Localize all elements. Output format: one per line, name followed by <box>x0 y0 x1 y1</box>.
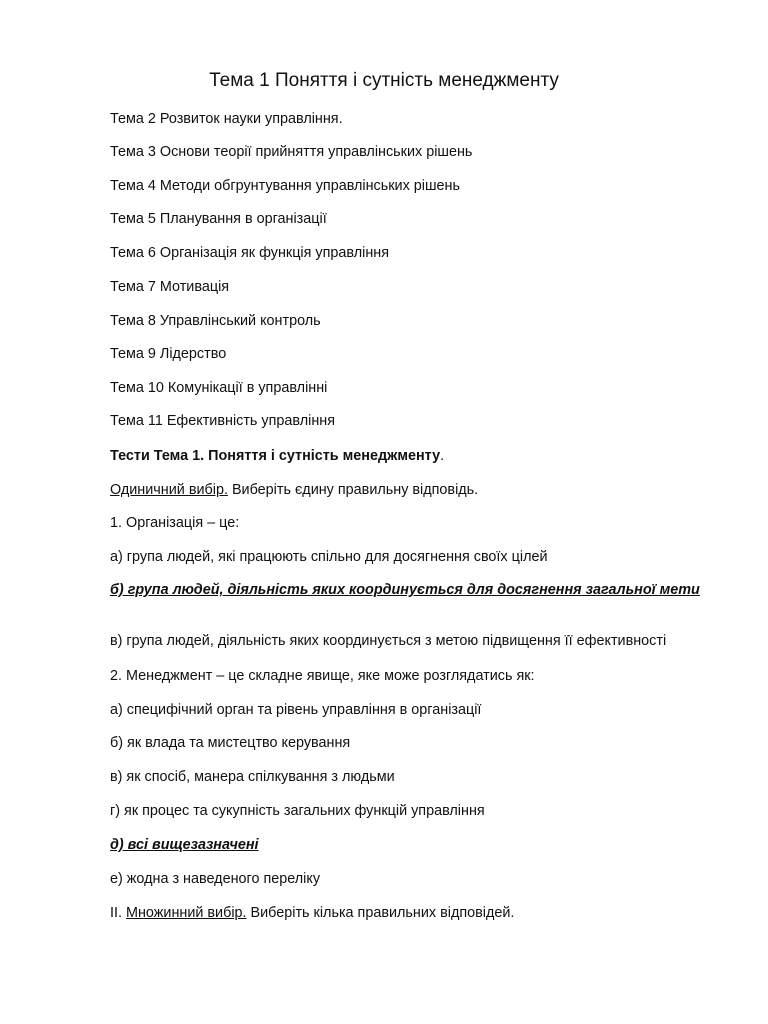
tests-heading-tail: . <box>440 448 445 464</box>
q1-answer-b-correct <box>110 582 710 599</box>
question-2: 2. Менеджмент – це складне явище, яке може розглядатись як: <box>110 668 535 684</box>
q2-answer-d: г) як процес та сукупність загальних функцій управління <box>110 803 485 819</box>
page-title: Тема 1 Поняття і сутність менеджменту <box>209 70 559 91</box>
topic-7: Тема 7 Мотивація <box>110 279 230 295</box>
topic-10: Тема 10 Комунікації в управлінні <box>110 380 328 396</box>
q2-answer-c: в) як спосіб, манера спілкування з людьми <box>110 769 395 785</box>
topic-4: Тема 4 Методи обгрунтування управлінських рішень <box>110 178 460 194</box>
q2-answer-a: а) специфічний орган та рівень управління в організації <box>110 702 482 718</box>
single-choice-label: Одиничний вибір. <box>110 482 228 498</box>
single-choice-instruction <box>110 481 478 499</box>
multiple-choice-text: Виберіть кілька правильних відповідей. <box>246 905 515 921</box>
tests-heading-bold: Тести Тема 1. Поняття і сутність менеджменту <box>110 448 441 464</box>
q1-answer-a: а) група людей, які працюють спільно для досягнення своїх цілей <box>110 549 548 565</box>
topic-8: Тема 8 Управлінський контроль <box>110 313 321 329</box>
q2-answer-f: е) жодна з наведеного переліку <box>110 871 321 887</box>
topic-6: Тема 6 Організація як функція управління <box>110 245 390 261</box>
topic-11: Тема 11 Ефективність управління <box>110 413 336 429</box>
question-1: 1. Організація – це: <box>110 515 240 531</box>
multiple-choice-instruction <box>110 904 514 922</box>
topic-5: Тема 5 Планування в організації <box>110 211 327 227</box>
topic-3: Тема 3 Основи теорії прийняття управлінських рішень <box>110 144 473 160</box>
single-choice-text: Виберіть єдину правильну відповідь. <box>227 482 479 498</box>
q2-answer-b: б) як влада та мистецтво керування <box>110 735 351 751</box>
q2-answer-e-correct <box>110 836 259 854</box>
q1-answer-b-text: б) група людей, діяльність яких координується для досягнення загальної мети <box>110 582 700 598</box>
multiple-choice-prefix: ІІ. <box>110 905 126 921</box>
tests-heading <box>110 447 444 465</box>
multiple-choice-label: Множинний вибір. <box>126 905 247 921</box>
topic-2: Тема 2 Розвиток науки управління. <box>110 111 343 127</box>
q2-answer-e-text: д) всі вищезазначені <box>110 837 259 853</box>
q1-answer-c: в) група людей, діяльність яких координується з метою підвищення її ефективності <box>110 633 667 649</box>
topic-9: Тема 9 Лідерство <box>110 346 227 362</box>
